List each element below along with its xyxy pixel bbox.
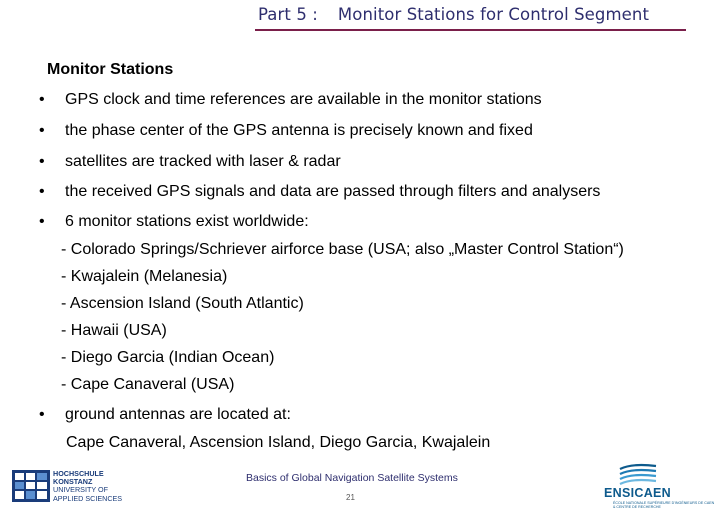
ensicaen-wave-icon (618, 463, 658, 487)
station-item: - Hawaii (USA) (61, 322, 167, 339)
part-label: Part 5 : (258, 5, 318, 24)
htwg-line: KONSTANZ (53, 477, 93, 487)
ensicaen-wordmark: ENSICAEN (604, 486, 671, 500)
bullet-dot: • (39, 122, 45, 139)
bullet-dot: • (39, 406, 45, 423)
bullet-text: 6 monitor stations exist worldwide: (65, 213, 309, 230)
bullet-text: satellites are tracked with laser & radar (65, 153, 341, 170)
htwg-wordmark (53, 470, 122, 503)
antenna-locations: Cape Canaveral, Ascension Island, Diego Garcia, Kwajalein (66, 434, 491, 451)
bullet-dot: • (39, 183, 45, 200)
slide-header (258, 5, 649, 24)
bullet-text: the phase center of the GPS antenna is precisely known and fixed (65, 122, 533, 139)
station-item: - Diego Garcia (Indian Ocean) (61, 349, 275, 366)
bullet-text: ground antennas are located at: (65, 406, 291, 423)
ensicaen-subtitle: ÉCOLE NATIONALE SUPÉRIEURE D'INGÉNIEURS DE CAEN & CENTRE DE RECHERCHE (613, 501, 714, 510)
station-item: - Ascension Island (South Atlantic) (61, 295, 304, 312)
bullet-item (39, 183, 600, 201)
bullet-item (39, 153, 341, 171)
htwg-line: HOCHSCHULE (53, 469, 104, 478)
station-item: - Colorado Springs/Schriever airforce base (USA; also „Master Control Station“) (61, 241, 624, 258)
bullet-dot: • (39, 153, 45, 170)
header-title: Monitor Stations for Control Segment (337, 5, 650, 24)
course-title: Basics of Global Navigation Satellite Systems (246, 472, 458, 484)
bullet-text: GPS clock and time references are available in the monitor stations (65, 91, 542, 108)
htwg-logo-icon (12, 470, 50, 502)
header-divider (255, 29, 686, 31)
station-item: - Kwajalein (Melanesia) (61, 268, 228, 285)
bullet-item (39, 213, 309, 231)
bullet-dot: • (39, 213, 45, 230)
htwg-line: UNIVERSITY OF (53, 485, 108, 495)
bullet-item (39, 91, 542, 109)
htwg-line: APPLIED SCIENCES (53, 493, 123, 503)
bullet-item (39, 122, 533, 140)
slide-heading: Monitor Stations (47, 61, 174, 78)
station-item: - Cape Canaveral (USA) (61, 376, 235, 393)
page-number: 21 (346, 493, 355, 502)
bullet-text: the received GPS signals and data are passed through filters and analysers (65, 183, 601, 200)
bullet-item (39, 406, 291, 424)
bullet-dot: • (39, 91, 45, 108)
